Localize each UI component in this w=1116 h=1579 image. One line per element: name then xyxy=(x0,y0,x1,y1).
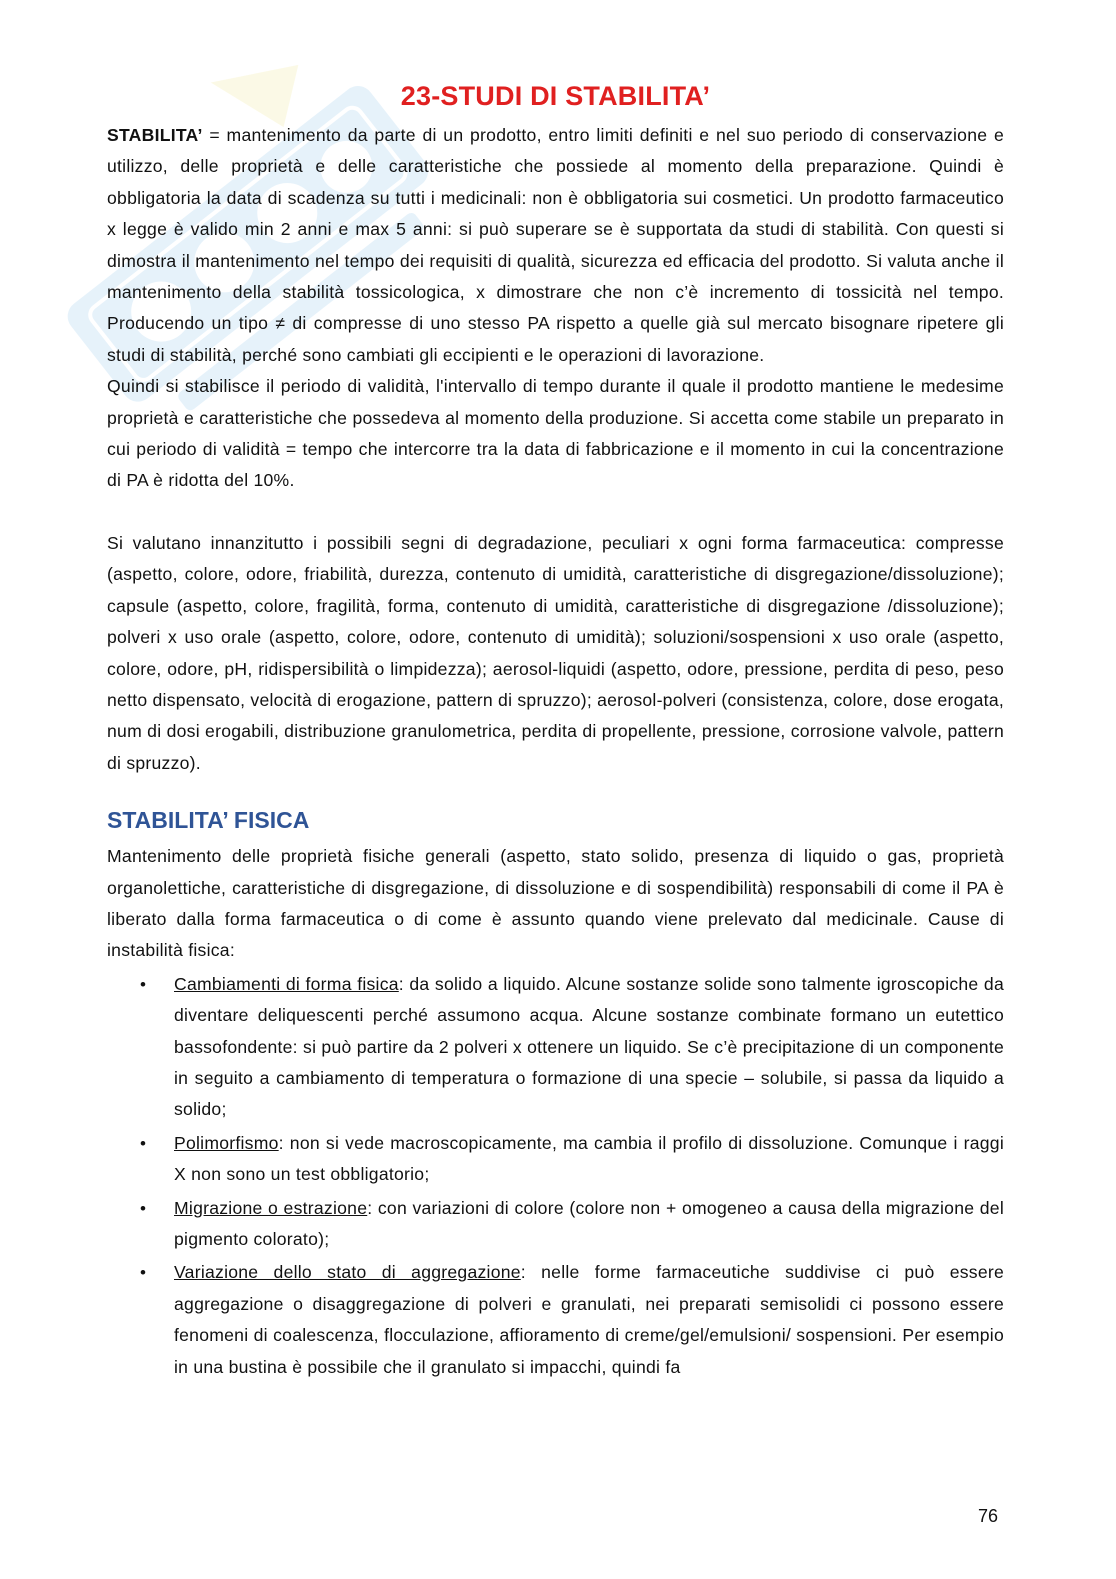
list-item xyxy=(107,1128,1004,1191)
section-intro-paragraph: Mantenimento delle proprietà fisiche generali (aspetto, stato solido, presenza di liquido o gas, proprietà organolettiche, caratteristiche di disgregazione, di dissoluzione e di sospendibilità) responsabili di come il PA è liberato dalla forma farmaceutica o di come è assunto quando viene prelevato dal medicinale. Cause di instabilità fisica: xyxy=(107,846,1004,961)
page-number: 76 xyxy=(978,1506,999,1526)
list-item-text: : da solido a liquido. Alcune sostanze solide sono talmente igroscopiche da diventare deliquescenti perché assumono acqua. Alcune sostanze combinate formano un eutettico bassofondente: si può partire da 2 polveri x ottenere un liquido. Se c’è precipitazione di un componente in seguito a cambiamento di temperatura o formazione di una specie – solubile, si passa da liquido a solido; xyxy=(174,973,1005,1120)
section-heading: STABILITA’ FISICA xyxy=(107,807,310,834)
list-item xyxy=(107,1257,1004,1383)
list-item xyxy=(107,969,1004,1126)
list-item-term: Migrazione o estrazione xyxy=(174,1197,368,1218)
list-item-term: Cambiamenti di forma fisica xyxy=(174,973,399,994)
list-item-text: : nelle forme farmaceutiche suddivise ci può essere aggregazione o disaggregazione di polveri e granulati, nei preparati semisolidi ci possono essere fenomeni di coalescenza, flocculazione, affioramento di creme/gel/emulsioni/ sospensioni. Per esempio in una bustina è possibile che il granulato si impacchi, quindi fa xyxy=(174,1262,1004,1377)
blank-line xyxy=(107,497,1004,528)
instability-causes-list xyxy=(107,969,1004,1383)
validity-paragraph: Quindi si stabilisce il periodo di validità, l'intervallo di tempo durante il quale il prodotto mantiene le medesime proprietà e caratteristiche che possedeva al momento della produzione. Si accetta come stabile un preparato in cui periodo di validità = tempo che intercorre tra la data di fabbricazione e il momento in cui la concentrazione di PA è ridotta del 10%. xyxy=(107,376,1004,491)
page-title: 23-STUDI DI STABILITA’ xyxy=(400,81,711,111)
list-item xyxy=(107,1193,1004,1256)
list-item-term: Variazione dello stato di aggregazione xyxy=(174,1262,521,1283)
bullet-icon: • xyxy=(140,1198,147,1218)
intro-text: = mantenimento da parte di un prodotto, entro limiti definiti e nel suo periodo di conservazione e utilizzo, delle proprietà e delle caratteristiche che possiede al momento della preparazione. Quindi è obbligatoria la data di scadenza su tutti i medicinali: non è obbligatoria sui cosmetici. Un prodotto farmaceutico x legge è valido min 2 anni e max 5 anni: si può superare se è supportata da studi di stabilità. Con questi si dimostra il mantenimento nel tempo dei requisiti di qualità, sicurezza ed efficacia del prodotto. Si valuta anche il mantenimento della stabilità tossicologica, x dimostrare che non c’è incremento di tossicità nel tempo. Producendo un tipo ≠ di compresse di uno stesso PA rispetto a quelle già sul mercato bisognare ripetere gli studi di stabilità, perché sono cambiati gli eccipienti e le operazioni di lavorazione. xyxy=(107,125,1004,365)
list-item-term: Polimorfismo xyxy=(174,1132,279,1153)
bullet-icon: • xyxy=(140,1133,147,1153)
list-item-text: : non si vede macroscopicamente, ma cambia il profilo di dissoluzione. Comunque i raggi X non sono un test obbligatorio; xyxy=(174,1132,1004,1185)
list-item-text: : con variazioni di colore (colore non + omogeneo a causa della migrazione del pigmento colorato); xyxy=(174,1197,1004,1249)
intro-paragraph xyxy=(107,120,1004,371)
bullet-icon: • xyxy=(140,1263,147,1283)
intro-lead-term: STABILITA’ xyxy=(107,125,203,145)
bullet-icon: • xyxy=(140,974,147,994)
document-page xyxy=(107,76,1004,1385)
degradation-paragraph: Si valutano innanzitutto i possibili segni di degradazione, peculiari x ogni forma farmaceutica: compresse (aspetto, colore, odore, friabilità, durezza, contenuto di umidità, caratteristiche di disgregazione/dissoluzione); capsule (aspetto, colore, fragilità, forma, contenuto di umidità, caratteristiche di disgregazione /dissoluzione); polveri x uso orale (aspetto, colore, odore, contenuto di umidità); soluzioni/sospensioni x uso orale (aspetto, colore, odore, pH, ridispersibilità o limpidezza); aerosol-liquidi (aspetto, odore, pressione, perdita di peso, peso netto dispensato, velocità di erogazione, pattern di spruzzo); aerosol-polveri (consistenza, colore, dose erogata, num di dosi erogabili, distribuzione granulometrica, perdita di propellente, pressione, corrosione valvole, pattern di spruzzo). xyxy=(107,532,1004,773)
